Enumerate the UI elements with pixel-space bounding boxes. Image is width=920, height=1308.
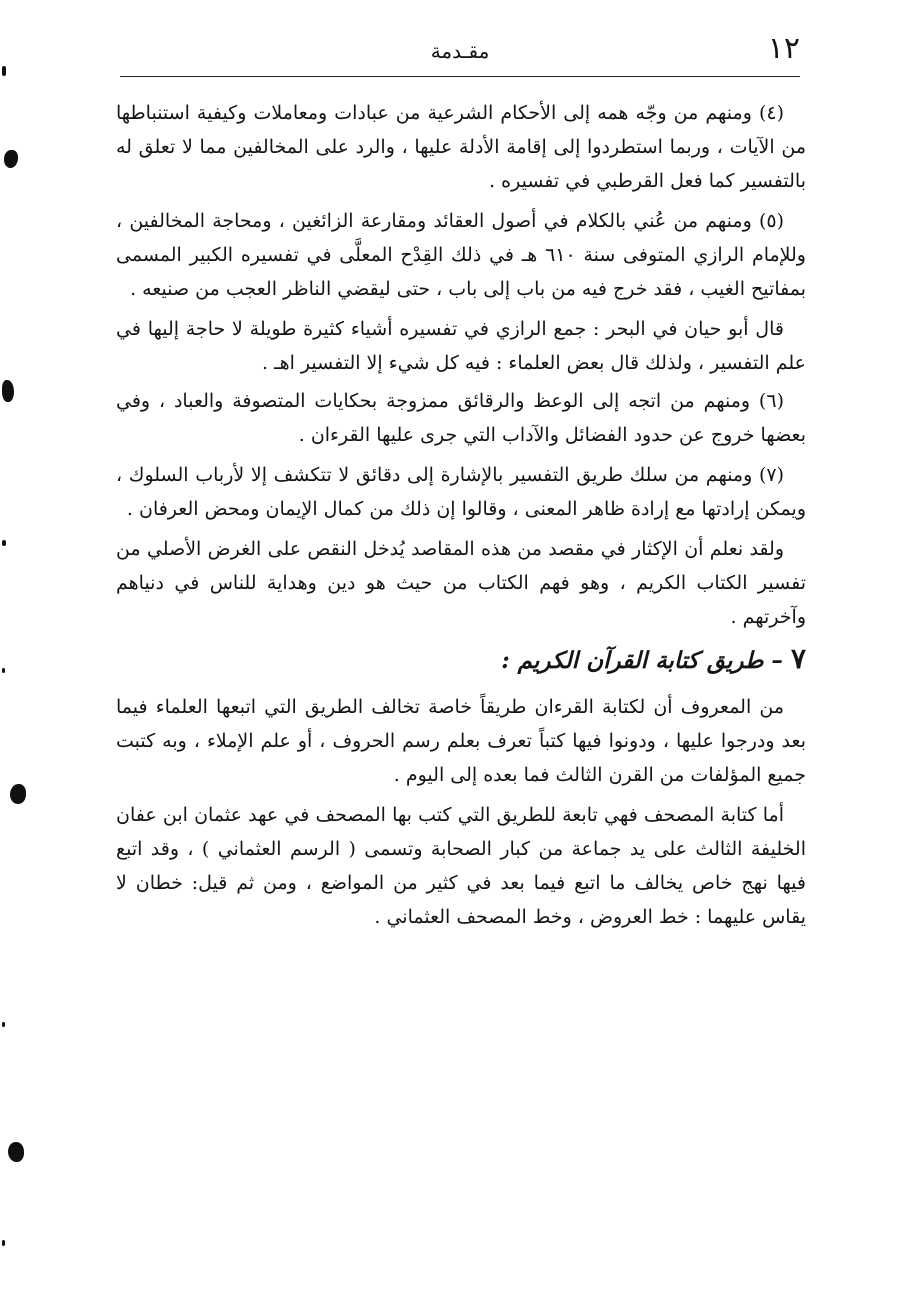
paragraph-conclusion: ولقد نعلم أن الإكثار في مقصد من هذه المقاصد يُدخل النقص على الغرض الأصلي من تفسير الكتاب الكريم ، وهو فهم الكتاب من حيث هو دين وهداية للناس في دنياهم وآخرتهم . bbox=[116, 538, 806, 628]
running-title: مقـدمة bbox=[430, 39, 490, 63]
ink-blot-mark bbox=[2, 380, 14, 402]
paragraph-4: (٤) ومنهم من وجّه همه إلى الأحكام الشرعية من عبادات ومعاملات وكيفية استنباطها من الآيات ، وربما استطردوا إلى إقامة الأدلة عليها ، والرد على المخالفين مما لا تعلق له بالتفسير كما فعل القرطبي في تفسيره . bbox=[116, 102, 806, 192]
paragraph-abu-hayyan: قال أبو حيان في البحر : جمع الرازي في تفسيره أشياء كثيرة طويلة لا حاجة إليها في علم التفسير ، ولذلك قال بعض العلماء : فيه كل شيء إلا التفسير اهـ . bbox=[116, 318, 806, 374]
ink-blot-mark bbox=[10, 784, 26, 804]
scan-speck bbox=[2, 668, 5, 673]
section-number: ٧ bbox=[790, 642, 806, 675]
paragraph-7: (٧) ومنهم من سلك طريق التفسير بالإشارة إلى دقائق لا تتكشف إلا لأرباب السلوك ، ويمكن إرادتها مع إرادة ظاهر المعنى ، وقالوا إن ذلك من كمال الإيمان ومحض العرفان . bbox=[116, 464, 806, 520]
paragraph-6: (٦) ومنهم من اتجه إلى الوعظ والرقائق ممزوجة بحكايات المتصوفة والعباد ، وفي بعضها خروج عن حدود الفضائل والآداب التي جرى عليها القرءان . bbox=[116, 390, 806, 446]
scan-speck bbox=[2, 1240, 5, 1246]
page-number: ١٢ bbox=[767, 31, 800, 66]
header-rule bbox=[120, 76, 800, 77]
paragraph-quran-writing: من المعروف أن لكتابة القرءان طريقاً خاصة تخالف الطريق التي اتبعها العلماء فيما بعد ودرجوا عليها ، ودونوا فيها كتباً تعرف بعلم رسم الحروف ، أو علم الإملاء ، وبه كتبت جميع المؤلفات من القرن الثالث فما بعده إلى اليوم . bbox=[116, 696, 806, 786]
page-body bbox=[116, 96, 806, 940]
scan-speck bbox=[2, 540, 6, 546]
ink-blot-mark bbox=[4, 150, 18, 168]
page-header bbox=[120, 28, 800, 78]
scan-speck bbox=[2, 1022, 5, 1027]
ink-blot-mark bbox=[8, 1142, 24, 1162]
section-heading bbox=[116, 640, 806, 680]
paragraph-uthmani-script: أما كتابة المصحف فهي تابعة للطريق التي كتب بها المصحف في عهد عثمان ابن عفان الخليفة الثالث على يد جماعة من كبار الصحابة وتسمى ( الرسم العثماني ) ، وقد اتبع فيها نهج خاص يخالف ما اتبع فيما بعد في كثير من المواضع ، ومن ثم قيل: خطان لا يقاس عليهما : خط العروض ، وخط المصحف العثماني . bbox=[116, 804, 806, 928]
scan-speck bbox=[2, 66, 6, 76]
paragraph-5: (٥) ومنهم من عُني بالكلام في أصول العقائد ومقارعة الزائغين ، ومحاجة المخالفين ، وللإمام الرازي المتوفى سنة ٦١٠ هـ في ذلك القِدْح المعلَّى في تفسيره الكبير المسمى بمفاتيح الغيب ، فقد خرج فيه من باب إلى باب ، حتى ليقضي الناظر العجب من صنيعه . bbox=[116, 210, 806, 300]
section-title: – طريق كتابة القرآن الكريم : bbox=[501, 647, 783, 674]
